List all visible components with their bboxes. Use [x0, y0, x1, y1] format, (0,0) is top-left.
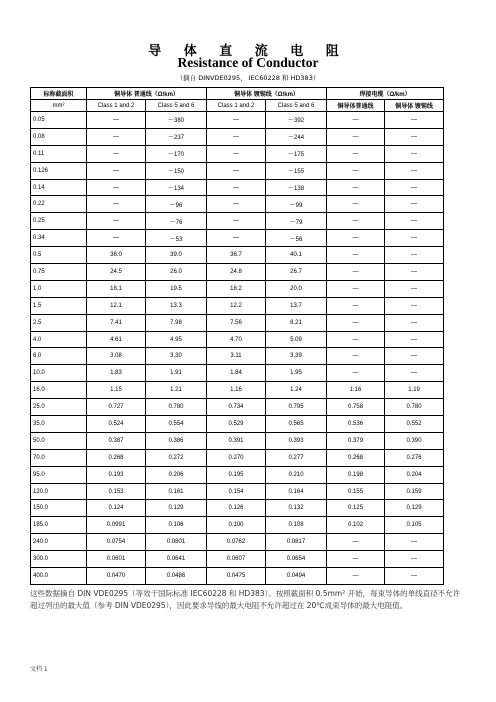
- cell-resistance: —: [207, 162, 266, 179]
- cell-resistance: 0.387: [87, 432, 146, 449]
- cell-resistance: 0.529: [207, 416, 266, 433]
- cell-resistance: 0.552: [385, 416, 444, 433]
- cell-resistance: —: [207, 196, 266, 213]
- table-row: [31, 162, 444, 179]
- cell-resistance: 0.391: [207, 432, 266, 449]
- cell-cross-section: 400.0: [31, 568, 87, 585]
- page-footer: 文档 1: [30, 666, 48, 673]
- cell-resistance: 0.108: [266, 517, 327, 534]
- cell-resistance: ～175: [266, 145, 327, 162]
- cell-resistance: 0.0817: [266, 534, 327, 551]
- table-row: [31, 348, 444, 365]
- cell-resistance: 0.164: [266, 483, 327, 500]
- cell-resistance: ～134: [146, 179, 207, 196]
- cell-resistance: 0.795: [266, 399, 327, 416]
- cell-resistance: —: [87, 196, 146, 213]
- table-row: [31, 382, 444, 399]
- cell-resistance: ～392: [266, 112, 327, 129]
- cell-cross-section: 0.14: [31, 179, 87, 196]
- cell-resistance: 18.2: [207, 280, 266, 297]
- cell-cross-section: 6.0: [31, 348, 87, 365]
- cell-resistance: 0.124: [87, 500, 146, 517]
- cell-resistance: —: [385, 213, 444, 230]
- cell-resistance: 0.204: [385, 466, 444, 483]
- cell-resistance: ～99: [266, 196, 327, 213]
- table-row: [31, 551, 444, 568]
- header-group-welding-cable: 焊接电缆（Ω/km）: [327, 88, 444, 100]
- cell-resistance: —: [327, 314, 385, 331]
- cell-resistance: —: [87, 128, 146, 145]
- cell-resistance: —: [385, 331, 444, 348]
- cell-resistance: —: [87, 162, 146, 179]
- header-group-copper-tinned: 铜导体 镀锡线（Ω/km）: [207, 88, 327, 100]
- cell-resistance: ～79: [266, 213, 327, 230]
- cell-resistance: 0.272: [146, 449, 207, 466]
- cell-resistance: ～96: [146, 196, 207, 213]
- table-row: [31, 314, 444, 331]
- cell-resistance: —: [87, 213, 146, 230]
- cell-resistance: 0.268: [327, 449, 385, 466]
- cell-resistance: —: [385, 179, 444, 196]
- cell-resistance: —: [385, 196, 444, 213]
- cell-resistance: ～138: [266, 179, 327, 196]
- cell-resistance: 1.95: [266, 365, 327, 382]
- cell-resistance: 4.70: [207, 331, 266, 348]
- cell-cross-section: 0.25: [31, 213, 87, 230]
- table-row: [31, 483, 444, 500]
- cell-resistance: 1.16: [327, 382, 385, 399]
- cell-resistance: —: [327, 213, 385, 230]
- cell-resistance: 0.554: [146, 416, 207, 433]
- cell-resistance: 0.0801: [146, 534, 207, 551]
- cell-resistance: 0.0654: [266, 551, 327, 568]
- cell-resistance: 26.0: [146, 264, 207, 281]
- table-row: [31, 331, 444, 348]
- cell-resistance: 13.3: [146, 297, 207, 314]
- cell-resistance: —: [385, 128, 444, 145]
- cell-resistance: 12.2: [207, 297, 266, 314]
- cell-cross-section: 35.0: [31, 416, 87, 433]
- cell-cross-section: 0.22: [31, 196, 87, 213]
- cell-resistance: —: [385, 230, 444, 247]
- cell-resistance: 13.7: [266, 297, 327, 314]
- cell-resistance: 26.7: [266, 264, 327, 281]
- table-row: [31, 568, 444, 585]
- cell-resistance: 1.24: [266, 382, 327, 399]
- table-row: [31, 264, 444, 281]
- cell-resistance: —: [327, 179, 385, 196]
- cell-resistance: —: [327, 365, 385, 382]
- cell-resistance: 1.19: [385, 382, 444, 399]
- cell-cross-section: 0.05: [31, 112, 87, 129]
- cell-resistance: 3.08: [87, 348, 146, 365]
- cell-resistance: 0.0991: [87, 517, 146, 534]
- cell-resistance: 7.56: [207, 314, 266, 331]
- cell-cross-section: 240.0: [31, 534, 87, 551]
- cell-resistance: ～380: [146, 112, 207, 129]
- header-group-copper-plain: 铜导体 普通线（Ω/km）: [87, 88, 207, 100]
- cell-resistance: —: [207, 230, 266, 247]
- cell-resistance: 0.125: [327, 500, 385, 517]
- cell-resistance: —: [327, 264, 385, 281]
- cell-resistance: 0.386: [146, 432, 207, 449]
- cell-resistance: 1.91: [146, 365, 207, 382]
- cell-resistance: 0.390: [385, 432, 444, 449]
- table-row: [31, 196, 444, 213]
- cell-cross-section: 1.0: [31, 280, 87, 297]
- resistance-table: [30, 87, 444, 585]
- cell-resistance: 3.11: [207, 348, 266, 365]
- cell-cross-section: 0.5: [31, 247, 87, 264]
- cell-resistance: 1.84: [207, 365, 266, 382]
- cell-cross-section: 10.0: [31, 365, 87, 382]
- cell-resistance: —: [385, 534, 444, 551]
- cell-cross-section: 185.0: [31, 517, 87, 534]
- footnote-text: 这些数据摘自 DIN VDE0295（等效于国际标准 IEC60228 和 HD383）。按照截面积 0.5mm² 开始，每束导体的单线直径不允许超过列出的最大值（参考 DIN VDE0295），因此要求导线的最大电阻不允许超过在 20℃成束导体的最大电阻值。: [30, 589, 461, 610]
- cell-resistance: 0.206: [146, 466, 207, 483]
- cell-resistance: 40.1: [266, 247, 327, 264]
- header-sub-5: 铜导体普通线: [327, 100, 385, 112]
- header-sub-6: 铜导体 镀锡线: [385, 100, 444, 112]
- cell-cross-section: 120.0: [31, 483, 87, 500]
- cell-cross-section: 150.0: [31, 500, 87, 517]
- cell-resistance: —: [385, 297, 444, 314]
- cell-resistance: 0.0641: [146, 551, 207, 568]
- cell-resistance: —: [327, 145, 385, 162]
- cell-resistance: —: [207, 128, 266, 145]
- table-header-row-2: [31, 100, 444, 112]
- cell-resistance: 0.198: [327, 466, 385, 483]
- cell-resistance: 0.132: [266, 500, 327, 517]
- cell-resistance: —: [327, 247, 385, 264]
- cell-resistance: —: [327, 568, 385, 585]
- cell-cross-section: 1.5: [31, 297, 87, 314]
- cell-resistance: ～56: [266, 230, 327, 247]
- header-size-unit: mm²: [31, 100, 87, 112]
- cell-resistance: 0.155: [327, 483, 385, 500]
- header-sub-1: Class 1 and 2: [87, 100, 146, 112]
- cell-resistance: 7.41: [87, 314, 146, 331]
- cell-resistance: 0.277: [266, 449, 327, 466]
- cell-cross-section: 2.5: [31, 314, 87, 331]
- cell-resistance: —: [207, 112, 266, 129]
- cell-resistance: 19.5: [146, 280, 207, 297]
- cell-cross-section: 0.75: [31, 264, 87, 281]
- cell-resistance: —: [327, 230, 385, 247]
- cell-resistance: 36.0: [87, 247, 146, 264]
- cell-resistance: —: [87, 145, 146, 162]
- table-row: [31, 297, 444, 314]
- cell-cross-section: 70.0: [31, 449, 87, 466]
- cell-resistance: 0.154: [207, 483, 266, 500]
- cell-resistance: —: [385, 280, 444, 297]
- cell-resistance: 0.536: [327, 416, 385, 433]
- cell-resistance: —: [207, 179, 266, 196]
- cell-resistance: —: [327, 196, 385, 213]
- cell-resistance: 0.0470: [87, 568, 146, 585]
- cell-cross-section: 16.0: [31, 382, 87, 399]
- cell-resistance: —: [385, 264, 444, 281]
- cell-resistance: 20.0: [266, 280, 327, 297]
- cell-cross-section: 4.0: [31, 331, 87, 348]
- table-body: [31, 112, 444, 585]
- cell-resistance: ～237: [146, 128, 207, 145]
- table-row: [31, 466, 444, 483]
- cell-cross-section: 50.0: [31, 432, 87, 449]
- table-row: [31, 213, 444, 230]
- cell-resistance: 0.780: [146, 399, 207, 416]
- table-row: [31, 280, 444, 297]
- cell-resistance: 1.15: [87, 382, 146, 399]
- cell-cross-section: 0.34: [31, 230, 87, 247]
- cell-resistance: —: [327, 534, 385, 551]
- cell-resistance: ～53: [146, 230, 207, 247]
- table-row: [31, 500, 444, 517]
- cell-resistance: 0.102: [327, 517, 385, 534]
- cell-resistance: —: [385, 247, 444, 264]
- table-row: [31, 112, 444, 129]
- cell-resistance: —: [385, 348, 444, 365]
- cell-resistance: 0.100: [207, 517, 266, 534]
- cell-resistance: 0.159: [385, 483, 444, 500]
- cell-resistance: 1.16: [207, 382, 266, 399]
- cell-resistance: 0.524: [87, 416, 146, 433]
- table-row: [31, 230, 444, 247]
- cell-resistance: 0.734: [207, 399, 266, 416]
- header-sub-4: Class 5 and 6: [266, 100, 327, 112]
- cell-cross-section: 300.0: [31, 551, 87, 568]
- cell-resistance: —: [385, 365, 444, 382]
- cell-cross-section: 95.0: [31, 466, 87, 483]
- cell-resistance: 8.21: [266, 314, 327, 331]
- cell-resistance: ～76: [146, 213, 207, 230]
- header-size-label: 标称截面积: [31, 88, 87, 100]
- cell-cross-section: 25.0: [31, 399, 87, 416]
- page-title-chinese: 导 体 直 流 电 阻: [148, 44, 348, 59]
- cell-resistance: 3.39: [266, 348, 327, 365]
- cell-resistance: 0.0601: [87, 551, 146, 568]
- table-row: [31, 416, 444, 433]
- cell-resistance: —: [327, 297, 385, 314]
- cell-resistance: 0.129: [146, 500, 207, 517]
- table-row: [31, 365, 444, 382]
- cell-resistance: 4.95: [146, 331, 207, 348]
- cell-resistance: 0.105: [385, 517, 444, 534]
- cell-resistance: ～170: [146, 145, 207, 162]
- cell-resistance: 0.727: [87, 399, 146, 416]
- cell-resistance: 0.780: [385, 399, 444, 416]
- cell-resistance: 0.758: [327, 399, 385, 416]
- table-row: [31, 179, 444, 196]
- cell-resistance: 12.1: [87, 297, 146, 314]
- cell-resistance: —: [327, 280, 385, 297]
- cell-resistance: 0.106: [146, 517, 207, 534]
- cell-resistance: 4.61: [87, 331, 146, 348]
- cell-resistance: 0.0494: [266, 568, 327, 585]
- cell-resistance: —: [327, 348, 385, 365]
- cell-resistance: 3.30: [146, 348, 207, 365]
- cell-resistance: 0.195: [207, 466, 266, 483]
- cell-resistance: 0.210: [266, 466, 327, 483]
- cell-resistance: ～155: [266, 162, 327, 179]
- header-sub-3: Class 1 and 2: [207, 100, 266, 112]
- cell-resistance: —: [207, 213, 266, 230]
- cell-resistance: —: [327, 112, 385, 129]
- table-row: [31, 449, 444, 466]
- cell-resistance: —: [87, 179, 146, 196]
- cell-resistance: 24.5: [87, 264, 146, 281]
- cell-resistance: —: [385, 112, 444, 129]
- cell-resistance: 0.153: [87, 483, 146, 500]
- cell-resistance: —: [327, 162, 385, 179]
- cell-cross-section: 0.11: [31, 145, 87, 162]
- cell-resistance: 0.129: [385, 500, 444, 517]
- cell-resistance: —: [327, 551, 385, 568]
- table-row: [31, 432, 444, 449]
- cell-cross-section: 0.08: [31, 128, 87, 145]
- table-row: [31, 247, 444, 264]
- cell-resistance: —: [207, 145, 266, 162]
- cell-resistance: —: [385, 162, 444, 179]
- cell-resistance: 0.268: [87, 449, 146, 466]
- cell-resistance: 0.0754: [87, 534, 146, 551]
- table-row: [31, 534, 444, 551]
- cell-resistance: —: [385, 568, 444, 585]
- cell-resistance: 0.0607: [207, 551, 266, 568]
- cell-cross-section: 0.126: [31, 162, 87, 179]
- cell-resistance: —: [385, 145, 444, 162]
- table-row: [31, 399, 444, 416]
- cell-resistance: —: [385, 551, 444, 568]
- cell-resistance: 0.276: [385, 449, 444, 466]
- cell-resistance: 1.21: [146, 382, 207, 399]
- header-sub-2: Class 5 and 6: [146, 100, 207, 112]
- page-subtitle: （摘自 DINVDE0295、 IEC60228 和 HD383）: [176, 74, 320, 82]
- cell-resistance: 36.7: [207, 247, 266, 264]
- table-header-row-1: [31, 88, 444, 100]
- cell-resistance: 18.1: [87, 280, 146, 297]
- cell-resistance: 0.193: [87, 466, 146, 483]
- cell-resistance: 0.0486: [146, 568, 207, 585]
- cell-resistance: 5.09: [266, 331, 327, 348]
- cell-resistance: ～244: [266, 128, 327, 145]
- cell-resistance: 0.565: [266, 416, 327, 433]
- cell-resistance: ～150: [146, 162, 207, 179]
- cell-resistance: 24.8: [207, 264, 266, 281]
- cell-resistance: 39.0: [146, 247, 207, 264]
- cell-resistance: —: [385, 314, 444, 331]
- cell-resistance: 7.98: [146, 314, 207, 331]
- cell-resistance: 0.161: [146, 483, 207, 500]
- table-row: [31, 145, 444, 162]
- cell-resistance: 0.0475: [207, 568, 266, 585]
- cell-resistance: —: [327, 128, 385, 145]
- cell-resistance: —: [87, 112, 146, 129]
- cell-resistance: 0.270: [207, 449, 266, 466]
- cell-resistance: —: [87, 230, 146, 247]
- cell-resistance: —: [327, 331, 385, 348]
- cell-resistance: 0.379: [327, 432, 385, 449]
- cell-resistance: 1.83: [87, 365, 146, 382]
- cell-resistance: 0.393: [266, 432, 327, 449]
- cell-resistance: 0.126: [207, 500, 266, 517]
- table-row: [31, 128, 444, 145]
- table-row: [31, 517, 444, 534]
- page-title-english: Resistance of Conductor: [177, 55, 319, 70]
- cell-resistance: 0.0762: [207, 534, 266, 551]
